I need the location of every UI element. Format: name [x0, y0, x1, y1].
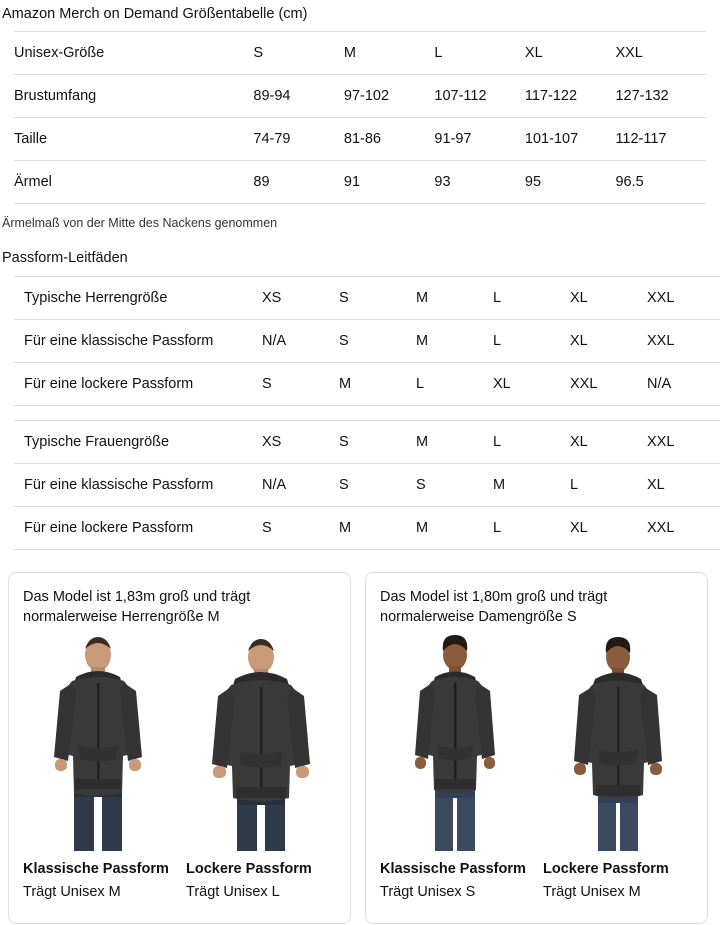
- cell-value: L: [493, 421, 570, 464]
- cell-value: 96.5: [615, 161, 706, 204]
- model-cards: [8, 572, 708, 924]
- cell-value: XXL: [647, 320, 720, 363]
- table-row: [14, 161, 706, 204]
- fit-labels: [23, 861, 336, 901]
- table-row: [14, 118, 706, 161]
- female-classic-fit-illustration: [385, 633, 525, 851]
- model-figures: [380, 633, 693, 851]
- cell-value: 127-132: [615, 75, 706, 118]
- cell-value: XL: [525, 32, 616, 75]
- cell-value: 97-102: [344, 75, 435, 118]
- cell-value: S: [339, 320, 416, 363]
- cell-value: XL: [493, 363, 570, 406]
- cell-value: S: [253, 32, 344, 75]
- row-label: Für eine klassische Passform: [14, 320, 262, 363]
- cell-value: L: [434, 32, 525, 75]
- cell-value: L: [570, 464, 647, 507]
- cell-value: S: [339, 277, 416, 320]
- row-label: Typische Herrengröße: [14, 277, 262, 320]
- figure-female-classic: [380, 633, 530, 851]
- cell-value: XL: [570, 277, 647, 320]
- fit-col-left: [23, 861, 173, 901]
- fit-name: Lockere Passform: [543, 861, 669, 878]
- cell-value: XL: [570, 421, 647, 464]
- cell-value: 93: [434, 161, 525, 204]
- cell-value: XS: [262, 277, 339, 320]
- cell-value: S: [339, 421, 416, 464]
- row-label: Brustumfang: [14, 75, 253, 118]
- model-caption: Das Model ist 1,80m groß und trägt normalerweise Damengröße S: [380, 589, 608, 626]
- row-label: Unisex-Größe: [14, 32, 253, 75]
- cell-value: 117-122: [525, 75, 616, 118]
- cell-value: XL: [570, 507, 647, 550]
- cell-value: N/A: [262, 320, 339, 363]
- model-caption: Das Model ist 1,83m groß und trägt normalerweise Herrengröße M: [23, 589, 251, 626]
- page-title: Amazon Merch on Demand Größentabelle (cm): [2, 6, 308, 22]
- table-row: [14, 32, 706, 75]
- cell-value: M: [339, 363, 416, 406]
- cell-value: L: [493, 320, 570, 363]
- row-label: Taille: [14, 118, 253, 161]
- cell-value: M: [416, 421, 493, 464]
- table-spacer: [0, 406, 720, 420]
- cell-value: XXL: [647, 277, 720, 320]
- row-label: Für eine lockere Passform: [14, 507, 262, 550]
- cell-value: XXL: [615, 32, 706, 75]
- cell-value: 91: [344, 161, 435, 204]
- row-label: Typische Frauengröße: [14, 421, 262, 464]
- row-label: Für eine lockere Passform: [14, 363, 262, 406]
- fit-size: Trägt Unisex M: [23, 883, 121, 900]
- cell-value: L: [493, 507, 570, 550]
- male-classic-fit-illustration: [28, 633, 168, 851]
- cell-value: N/A: [647, 363, 720, 406]
- cell-value: 95: [525, 161, 616, 204]
- cell-value: M: [339, 507, 416, 550]
- fit-size: Trägt Unisex M: [543, 883, 641, 900]
- table-row: [14, 277, 720, 320]
- women-fit-table: [14, 420, 720, 550]
- model-card-women: [365, 572, 708, 924]
- fit-guide-heading: Passform-Leitfäden: [2, 250, 128, 267]
- cell-value: N/A: [262, 464, 339, 507]
- cell-value: L: [493, 277, 570, 320]
- cell-value: XS: [262, 421, 339, 464]
- cell-value: M: [416, 320, 493, 363]
- cell-value: M: [344, 32, 435, 75]
- cell-value: 89-94: [253, 75, 344, 118]
- row-label: Ärmel: [14, 161, 253, 204]
- table-row: [14, 507, 720, 550]
- male-relaxed-fit-illustration: [191, 633, 331, 851]
- table-row: [14, 320, 720, 363]
- fit-col-right: [543, 861, 693, 901]
- cell-value: 101-107: [525, 118, 616, 161]
- cell-value: 112-117: [615, 118, 706, 161]
- cell-value: S: [262, 363, 339, 406]
- fit-col-left: [380, 861, 530, 901]
- model-figures: [23, 633, 336, 851]
- table-row: [14, 75, 706, 118]
- cell-value: 74-79: [253, 118, 344, 161]
- model-card-men: [8, 572, 351, 924]
- fit-name: Lockere Passform: [186, 861, 312, 878]
- table-row: [14, 421, 720, 464]
- fit-size: Trägt Unisex L: [186, 883, 280, 900]
- unisex-size-table: [14, 31, 706, 204]
- table-row: [14, 363, 720, 406]
- table-row: [14, 464, 720, 507]
- cell-value: 91-97: [434, 118, 525, 161]
- cell-value: XL: [647, 464, 720, 507]
- cell-value: L: [416, 363, 493, 406]
- figure-male-classic: [23, 633, 173, 851]
- cell-value: XXL: [647, 507, 720, 550]
- figure-female-relaxed: [543, 633, 693, 851]
- cell-value: S: [339, 464, 416, 507]
- cell-value: S: [416, 464, 493, 507]
- cell-value: XL: [570, 320, 647, 363]
- row-label: Für eine klassische Passform: [14, 464, 262, 507]
- figure-male-relaxed: [186, 633, 336, 851]
- cell-value: M: [416, 277, 493, 320]
- men-fit-table: [14, 276, 720, 406]
- female-relaxed-fit-illustration: [548, 633, 688, 851]
- fit-size: Trägt Unisex S: [380, 883, 476, 900]
- fit-labels: [380, 861, 693, 901]
- fit-name: Klassische Passform: [23, 861, 169, 878]
- fit-name: Klassische Passform: [380, 861, 526, 878]
- cell-value: 89: [253, 161, 344, 204]
- cell-value: M: [416, 507, 493, 550]
- cell-value: XXL: [647, 421, 720, 464]
- cell-value: M: [493, 464, 570, 507]
- sleeve-measure-note: Ärmelmaß von der Mitte des Nackens genommen: [2, 216, 278, 231]
- cell-value: 107-112: [434, 75, 525, 118]
- fit-col-right: [186, 861, 336, 901]
- cell-value: S: [262, 507, 339, 550]
- cell-value: 81-86: [344, 118, 435, 161]
- cell-value: XXL: [570, 363, 647, 406]
